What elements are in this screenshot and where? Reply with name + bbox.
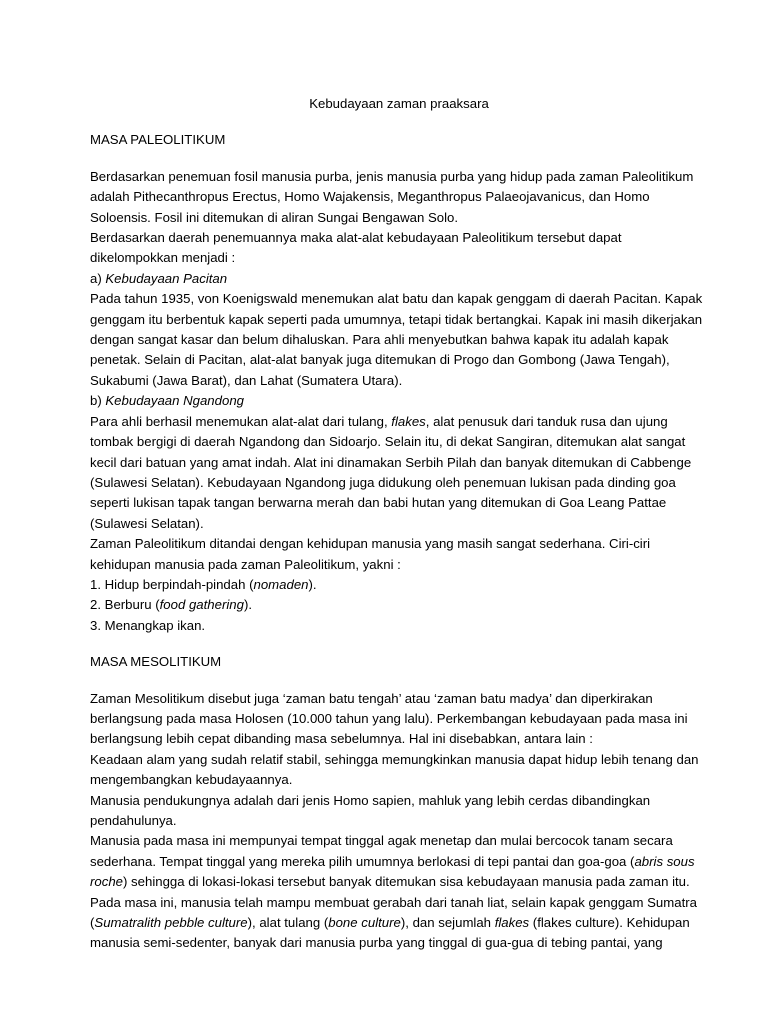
text-run: Pada masa ini, manusia telah mampu membuat gerabah dari tanah liat, selain kapak genggam Sumatra ( [90,894,697,931]
list-item [90,575,708,595]
paragraph-ciri-ciri: Zaman Paleolitikum ditandai dengan kehidupan manusia yang masih sangat sederhana. Ciri-ciri kehidupan manusia pada zaman Paleolitikum, yakni : [90,536,651,572]
paragraph-fosil: Berdasarkan penemuan fosil manusia purba, jenis manusia purba yang hidup pada zaman Paleolitikum adalah Pithecanthropus Erectus, Homo Wajakensis, Meganthropus Palaeojavanicus, dan Homo Soloensis. Fosil ini ditemukan di aliran Sungai Bengawan Solo. [90,168,694,225]
document-title: Kebudayaan zaman praaksara [309,96,489,111]
paragraph-tempat-tinggal [90,831,708,892]
text-run: ) sehingga di lokasi-lokasi tersebut banyak ditemukan sisa kebudayaan manusia pada zaman itu. [123,874,690,890]
text-run: ). [308,576,317,592]
list-item: 3. Menangkap ikan. [90,617,206,633]
paragraph-mesolitikum-intro: Zaman Mesolitikum disebut juga ‘zaman batu tengah’ atau ‘zaman batu madya’ dan diperkirakan berlangsung pada masa Holosen (10.000 tahun yang lalu). Perkembangan kebudayaan pada masa ini berlangsung lebih cepat dibanding masa sebelumnya. Hal ini disebabkan, antara lain : [90,690,688,747]
section-gap [90,636,708,652]
subheading-label: Kebudayaan Pacitan [105,270,228,286]
heading-paleolitikum: MASA PALEOLITIKUM [90,132,226,148]
text-run: ), alat tulang ( [247,915,329,931]
list-marker: a) [90,270,106,286]
paragraph-pacitan: Pada tahun 1935, von Koenigswald menemukan alat batu dan kapak genggam di daerah Pacitan. Kapak genggam itu berbentuk kapak seperti pada umumnya, tetapi tidak bertangkai. Kapak ini masih dikerjakan dengan sangat kasar dan belum dihaluskan. Para ahli menyebutkan bahwa kapak itu adalah kapak penetak. Selain di Pacitan, alat-alat banyak juga ditemukan di Progo dan Gombong (Jawa Tengah), Sukabumi (Jawa Barat), dan Lahat (Sumatera Utara). [90,291,703,388]
text-run: 2. Berburu ( [90,597,160,613]
text-run-italic: Sumatralith pebble culture [94,915,248,931]
text-run-italic: food gathering [159,597,244,613]
text-run: ). [243,597,253,613]
text-run-italic: bone culture [328,915,401,931]
text-run: ), dan sejumlah [400,915,495,931]
text-run: (flakes culture). Kehidupan manusia semi-sedenter, banyak dari manusia purba yang tinggal di gua-gua di tebing pantai, yang [90,915,690,951]
text-run-italic: flakes [391,413,426,429]
subheading-ngandong [90,391,708,411]
text-run: 1. Hidup berpindah-pindah ( [90,576,254,592]
text-run: Para ahli berhasil menemukan alat-alat dari tulang, [90,413,392,429]
list-marker: b) [90,393,106,409]
text-run: Manusia pada masa ini mempunyai tempat tinggal agak menetap dan mulai bercocok tanam secara sederhana. Tempat tinggal yang mereka pilih umumnya berlokasi di tepi pantai dan goa-goa ( [90,833,673,869]
paragraph-pengelompokan: Berdasarkan daerah penemuannya maka alat-alat kebudayaan Paleolitikum tersebut dapat dikelompokkan menjadi : [90,230,622,266]
text-run-italic: abris sous roche [90,853,695,890]
list-item [90,595,708,615]
paragraph-keadaan-alam: Keadaan alam yang sudah relatif stabil, sehingga memungkinkan manusia dapat hidup lebih tenang dan mengembangkan kebudayaannya. [90,751,699,788]
text-run: , alat penusuk dari tanduk rusa dan ujung tombak bergigi di daerah Ngandong dan Sidoarjo. Selain itu, di dekat Sangiran, ditemukan alat sangat kecil dari batuan yang amat indah. Alat ini dinamakan Serbih Pilah dan banyak ditemukan di Cabbenge (Sulawesi Selatan). Kebudayaan Ngandong juga didukung oleh penemuan lukisan pada dinding goa seperti lukisan tapak tangan berwarna merah dan babi hutan yang ditemukan di Goa Leang Pattae (Sulawesi Selatan). [90,413,692,531]
subheading-pacitan [90,269,708,289]
paragraph-homo-sapien: Manusia pendukungnya adalah dari jenis Homo sapien, mahluk yang lebih cerdas dibandingkan pendahulunya. [90,792,651,828]
paragraph-gerabah [90,893,708,954]
paragraph-ngandong [90,412,708,534]
text-run-italic: flakes [494,915,530,931]
subheading-label: Kebudayaan Ngandong [105,393,244,409]
heading-mesolitikum: MASA MESOLITIKUM [90,654,222,670]
text-run-italic: nomaden [253,576,309,592]
